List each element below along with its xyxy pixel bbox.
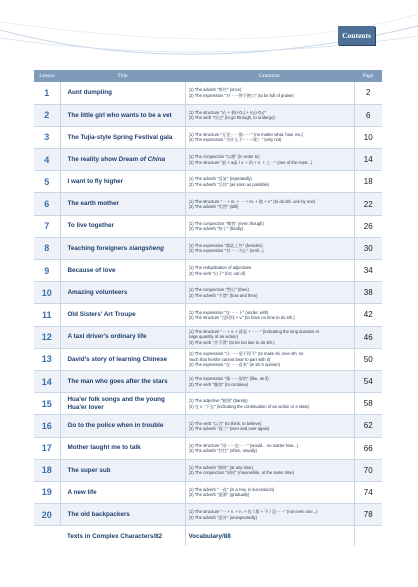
lesson-title-italic: Dream of China [118, 155, 166, 163]
contents-badge: Contents [338, 26, 375, 45]
grammar-line: (2) The structure "没时间 + v." (to have no time to do sth.) [188, 314, 295, 320]
column-header-grammar: Grammar [185, 70, 354, 82]
lesson-number: 11 [34, 304, 60, 326]
lesson-title[interactable] [60, 415, 185, 437]
lesson-title[interactable] [60, 459, 185, 481]
lesson-title-text: Teaching foreigners [67, 244, 129, 252]
grammar-points [185, 215, 354, 237]
table-row[interactable] [34, 149, 382, 171]
lesson-title-text: The little girl who wants to be a vet [67, 111, 172, 119]
grammar-line: (1) The structure "一 + n. + n. + 也 / 都 + 不 / 没······" (not even one...) [188, 509, 318, 515]
grammar-line: (2) The adverb "再三" (over and over again) [188, 425, 270, 431]
grammar-line: large quantity of an action) [188, 334, 238, 340]
table-row[interactable] [34, 260, 382, 282]
page-number[interactable]: 22 [354, 193, 382, 215]
lesson-title-text: The reality show [67, 155, 119, 163]
page-number[interactable]: 74 [354, 481, 382, 503]
page-number[interactable]: 14 [354, 149, 382, 171]
table-row[interactable] [34, 348, 382, 370]
grammar-points [185, 415, 354, 437]
page-number[interactable]: 30 [354, 237, 382, 259]
table-row[interactable] [34, 370, 382, 392]
grammar-line: (1) The conjunction "然后" (then) [188, 287, 249, 293]
lesson-number: 17 [34, 437, 60, 459]
lesson-title[interactable] [60, 149, 185, 171]
lesson-title[interactable] [60, 171, 185, 193]
grammar-line: (1) The verb "以为" (to think, to believe) [188, 420, 262, 426]
grammar-line: (1) The adjective "勉强" (barely) [188, 398, 248, 404]
lesson-number: 19 [34, 481, 60, 503]
lesson-number: 4 [34, 149, 60, 171]
lesson-title[interactable] [60, 393, 185, 415]
lesson-title-text: A taxi driver's ordinary life [67, 333, 147, 341]
lesson-title-text: The Tujia-style Spring Festival gala [67, 133, 173, 141]
grammar-points [185, 437, 354, 459]
grammar-line: (2) 在 v. "下去" (indicating the continuation of an action or a state) [188, 403, 310, 409]
grammar-line: (1) The structure "一 + v. + 就是 + ······" (indicating the long duration or [188, 329, 320, 335]
column-header-lesson: Lesson [34, 70, 60, 82]
contents-table [34, 70, 382, 546]
table-row[interactable] [34, 282, 382, 304]
grammar-line: (1) The conjunction "哪怕" (even though) [188, 220, 264, 226]
lesson-number: 10 [34, 282, 60, 304]
table-footer-row [34, 526, 382, 547]
lesson-number: 20 [34, 504, 60, 526]
lesson-title-text: The old backpackers [67, 510, 130, 518]
grammar-line: (1) The conjunction "以便" (in order to) [188, 154, 260, 160]
grammar-line: (1) The expression "除此之外" (besides) [188, 243, 263, 248]
page-number[interactable]: 38 [354, 282, 382, 304]
lesson-title[interactable] [60, 104, 185, 126]
grammar-points [185, 149, 354, 171]
vocabulary-link[interactable]: Vocabulary/88 [188, 532, 231, 540]
page-number[interactable]: 10 [354, 126, 382, 148]
table-row[interactable] [34, 415, 382, 437]
grammar-line: (2) The verb "舍不得" (to be too late to do sth.) [188, 339, 275, 345]
grammar-line: (1) The adverb "反复" (repeatedly) [188, 176, 252, 182]
table-row[interactable] [34, 215, 382, 237]
grammar-line: (2) The adverb "仍然" (still) [188, 204, 239, 210]
grammar-points [185, 237, 354, 259]
lesson-title[interactable] [60, 282, 185, 304]
grammar-line: (1) The expression "在······下" (under, with) [188, 309, 269, 315]
lesson-title-text: Because of love [67, 266, 116, 274]
lesson-title-text: Mother taught me to talk [67, 444, 141, 452]
lesson-title[interactable] [60, 504, 185, 526]
lesson-number: 6 [34, 193, 60, 215]
grammar-line: (2) The adverb "意外" (unexpectedly) [188, 514, 258, 520]
grammar-line: (1) The structure "无论······都······" (no matter what, how, etc.) [188, 132, 304, 138]
page-number[interactable]: 70 [354, 459, 382, 481]
table-row[interactable] [34, 481, 382, 503]
grammar-line: (2) The adverb "往往" (often, usually) [188, 448, 258, 454]
texts-complex-characters-link[interactable]: Texts in Complex Characters/82 [67, 532, 163, 540]
lesson-title-italic: xiangsheng [128, 244, 164, 252]
lesson-number: 13 [34, 348, 60, 370]
grammar-points [185, 393, 354, 415]
lesson-number: 18 [34, 459, 60, 481]
table-row[interactable] [34, 304, 382, 326]
lesson-title-text: Aunt dumpling [67, 89, 112, 97]
page-number[interactable]: 58 [354, 393, 382, 415]
lesson-number: 15 [34, 393, 60, 415]
lesson-title[interactable] [60, 348, 185, 370]
grammar-points [185, 370, 354, 392]
table-row[interactable] [34, 126, 382, 148]
grammar-line: (1) The structure "再······也······" (would... no matter how...) [188, 442, 298, 448]
lesson-title-text: Go to the police when in trouble [67, 422, 164, 430]
grammar-line: (1) The adverb "随时" (at any time) [188, 464, 253, 470]
lesson-title-text: The man who goes after the stars [67, 377, 168, 385]
lesson-title[interactable] [60, 304, 185, 326]
page-number[interactable]: 54 [354, 370, 382, 392]
grammar-points [185, 193, 354, 215]
table-header-row [34, 70, 382, 82]
lesson-title-text: Hua'er folk songs and the young Hua'er lover [67, 396, 165, 411]
grammar-line: (2) The expression "对······为止" (until...) [188, 248, 264, 254]
page-number[interactable]: 2 [354, 82, 382, 104]
grammar-line: (2) The adverb "尽快" (as soon as possible) [188, 181, 270, 187]
grammar-points [185, 82, 354, 104]
grammar-line: (2) The verb "出于" (for; out of) [188, 270, 246, 276]
lesson-title[interactable] [60, 437, 185, 459]
page-number[interactable]: 34 [354, 260, 382, 282]
lesson-number: 7 [34, 215, 60, 237]
lesson-title-text: The super sub [67, 466, 111, 474]
lesson-title-text: A new life [67, 488, 97, 496]
lesson-title[interactable] [60, 193, 185, 215]
grammar-points [185, 260, 354, 282]
grammar-line: (2) The verb "经过" (to go through, to undergo) [188, 115, 275, 121]
grammar-line: (2) The structure "最 + adj. / v. + 的 + n. + 之一" (one of the most...) [188, 159, 313, 165]
page-number[interactable]: 78 [354, 504, 382, 526]
grammar-points [185, 459, 354, 481]
lesson-number: 3 [34, 126, 60, 148]
lesson-number: 9 [34, 260, 60, 282]
grammar-line: (2) The adverb "不禁" (how and then) [188, 292, 258, 298]
page-number[interactable]: 66 [354, 437, 382, 459]
lesson-title[interactable] [60, 237, 185, 259]
lesson-title-text: David's story of learning Chinese [67, 355, 167, 363]
page-number[interactable]: 46 [354, 326, 382, 348]
lesson-number: 12 [34, 326, 60, 348]
lesson-number: 5 [34, 171, 60, 193]
table-row[interactable] [34, 459, 382, 481]
lesson-number: 14 [34, 370, 60, 392]
grammar-points [185, 104, 354, 126]
grammar-line: (1) The adverb "曾经" (once) [188, 87, 242, 93]
grammar-points [185, 326, 354, 348]
grammar-line: much that he/she cannot bear to part with it) [188, 356, 271, 362]
grammar-points [185, 126, 354, 148]
table-row[interactable] [34, 171, 382, 193]
column-header-page: Page [354, 70, 382, 82]
grammar-line: (2) The conjunction "同时" (meanwhile, at the same time) [188, 470, 295, 476]
grammar-points [185, 481, 354, 503]
grammar-points [185, 504, 354, 526]
grammar-line: (2) The expression "在······看来" (in sb.'s opinion) [188, 362, 280, 368]
lesson-title-text: The earth mother [67, 200, 119, 208]
lesson-number: 1 [34, 82, 60, 104]
grammar-line: (1) The structure "一 + m. + 一 + m. + 地 + v." (to do sth. one by one) [188, 198, 316, 204]
grammar-line: (1) The expression "像······似的" (like, as if) [188, 376, 269, 382]
lesson-number: 8 [34, 237, 60, 259]
grammar-line: (2) The verb "继续" (to continue) [188, 381, 249, 387]
page-number[interactable]: 6 [354, 104, 382, 126]
table-row[interactable] [34, 104, 382, 126]
table-row[interactable] [34, 193, 382, 215]
lesson-title[interactable] [60, 370, 185, 392]
lesson-title[interactable] [60, 126, 185, 148]
lesson-number: 16 [34, 415, 60, 437]
grammar-line: (1) The structure "V₁ + 着(+O₁) + V₂(+O₂)" [188, 109, 266, 115]
grammar-line: (1) The adverb "一连" (in a row, in succession) [188, 487, 275, 493]
grammar-points [185, 348, 354, 370]
grammar-line: (1) The reduplication of adjectives [188, 265, 252, 271]
grammar-line: (2) The expression "为什么不······（呢）" (why not) [188, 137, 282, 143]
grammar-line: (2) The expression "对······赞不绝口" (to be full of praise) [188, 92, 294, 98]
grammar-line: (2) The adverb "终于" (finally) [188, 226, 244, 232]
page-number[interactable]: 62 [354, 415, 382, 437]
lesson-title[interactable] [60, 326, 185, 348]
grammar-points [185, 171, 354, 193]
lesson-title[interactable] [60, 481, 185, 503]
table-row[interactable] [34, 504, 382, 526]
column-header-title: Title [60, 70, 185, 82]
grammar-line: (2) The adverb "逐渐" (gradually) [188, 492, 250, 498]
lesson-title-text: Old Sisters' Art Troupe [67, 311, 136, 319]
lesson-title-text: Amazing volunteers [67, 289, 128, 297]
grammar-line: (1) The expression "让······觉不得不" (to make sb. love sth. so [188, 351, 304, 357]
page-number[interactable]: 26 [354, 215, 382, 237]
lesson-title-text: To live together [67, 222, 114, 230]
lesson-title[interactable] [60, 82, 185, 104]
grammar-points [185, 282, 354, 304]
table-row[interactable] [34, 326, 382, 348]
lesson-title-text: I want to fly higher [67, 178, 124, 186]
page-number[interactable]: 42 [354, 304, 382, 326]
page-number[interactable]: 50 [354, 348, 382, 370]
lesson-number: 2 [34, 104, 60, 126]
lesson-title[interactable] [60, 260, 185, 282]
grammar-points [185, 304, 354, 326]
lesson-title[interactable] [60, 215, 185, 237]
table-row[interactable] [34, 237, 382, 259]
page-number[interactable]: 18 [354, 171, 382, 193]
table-row[interactable] [34, 393, 382, 415]
table-row[interactable] [34, 437, 382, 459]
table-row[interactable] [34, 82, 382, 104]
